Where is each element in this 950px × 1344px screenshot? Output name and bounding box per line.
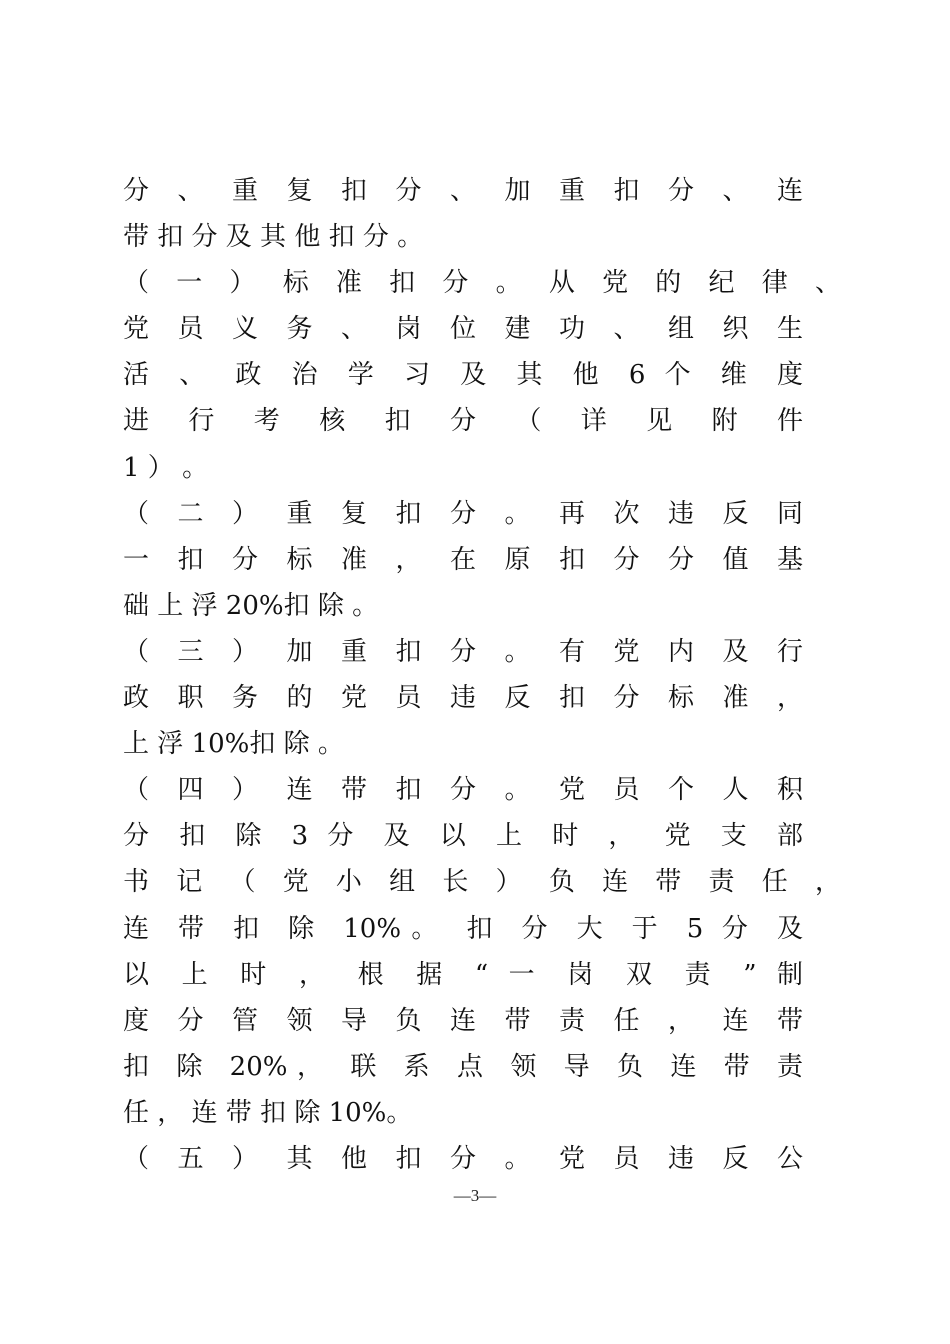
text-line: 度 分 管 领 导 负 连 带 责 任 ， 连 带 <box>123 1005 803 1036</box>
text-line: 上 浮 10%扣 除 。 <box>123 729 344 760</box>
text-line: （ 四 ） 连 带 扣 分 。 党 员 个 人 积 <box>123 775 803 806</box>
text-line: （ 五 ） 其 他 扣 分 。 党 员 违 反 公 <box>123 1143 803 1174</box>
text-line: 分 扣 除 3 分 及 以 上 时 ， 党 支 部 <box>123 821 803 852</box>
text-line: （ 二 ） 重 复 扣 分 。 再 次 违 反 同 <box>123 498 803 529</box>
text-line: 1 ） 。 <box>123 452 209 483</box>
text-line: 政 职 务 的 党 员 违 反 扣 分 标 准 ， <box>123 683 803 714</box>
text-line: 以 上 时 ， 根 据 “ 一 岗 双 责 ” 制 <box>123 959 803 990</box>
text-line: 活 、 政 治 学 习 及 其 他 6 个 维 度 <box>123 360 803 391</box>
text-line: （ 一 ） 标 准 扣 分 。 从 党 的 纪 律 、 <box>123 268 841 299</box>
page-number: —3— <box>453 1186 497 1205</box>
text-line: 扣 除 20%， 联 系 点 领 导 负 连 带 责 <box>123 1051 803 1082</box>
text-line: 进 行 考 核 扣 分 （ 详 见 附 件 <box>123 406 803 437</box>
text-line: 分 、 重 复 扣 分 、 加 重 扣 分 、 连 <box>123 176 803 206</box>
text-line: 础 上 浮 20%扣 除 。 <box>123 590 379 621</box>
text-line: 带 扣 分 及 其 他 扣 分 。 <box>123 222 424 253</box>
text-line: 一 扣 分 标 准 ， 在 原 扣 分 分 值 基 <box>123 544 803 575</box>
text-line: 连 带 扣 除 10%。 扣 分 大 于 5 分 及 <box>123 913 803 944</box>
text-line: 书 记 （ 党 小 组 长 ） 负 连 带 责 任 ， <box>123 867 841 898</box>
text-line: 任 ， 连 带 扣 除 10%。 <box>123 1097 413 1128</box>
text-line: 党 员 义 务 、 岗 位 建 功 、 组 织 生 <box>123 314 803 345</box>
body-text <box>123 168 841 1182</box>
text-line: （ 三 ） 加 重 扣 分 。 有 党 内 及 行 <box>123 636 803 667</box>
